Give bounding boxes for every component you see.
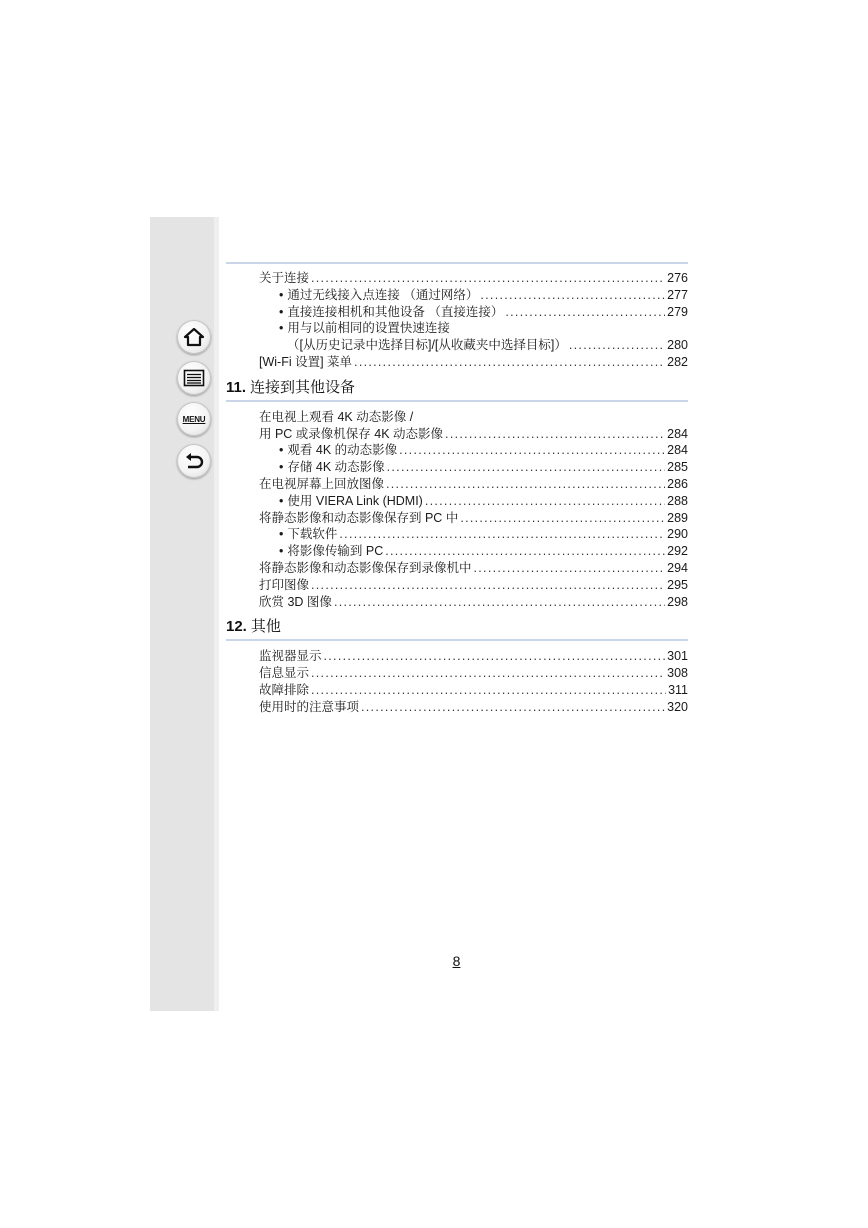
- toc-entry-page: 292: [667, 544, 688, 559]
- toc-entry[interactable]: [226, 510, 688, 527]
- leader-dots: [425, 493, 665, 510]
- bullet: •: [279, 304, 284, 319]
- toc-content: [226, 270, 688, 716]
- toc-entry-page: 295: [667, 577, 688, 592]
- leader-dots: [474, 560, 666, 577]
- toc-entry-continuation[interactable]: [226, 426, 688, 443]
- toc-entry-continuation[interactable]: [226, 337, 688, 354]
- toc-entry[interactable]: [226, 543, 688, 560]
- toc-entry-page: 279: [667, 304, 688, 319]
- toc-entry[interactable]: [226, 665, 688, 682]
- leader-dots: [445, 426, 665, 443]
- toc-entry-page: 285: [667, 460, 688, 475]
- toc-entry-label: 信息显示: [259, 666, 310, 681]
- back-arrow-icon: [183, 451, 205, 471]
- toc-entry-page: 284: [667, 443, 688, 458]
- toc-entry-page: 294: [667, 560, 688, 575]
- leader-dots: [399, 442, 665, 459]
- toc-entry-label: 故障排除: [259, 682, 310, 697]
- toc-entry-label: 将静态影像和动态影像保存到 PC 中: [259, 510, 459, 525]
- toc-entry[interactable]: [226, 577, 688, 594]
- toc-entry-label: 观看 4K 的动态影像: [287, 443, 398, 458]
- toc-entry-label: [Wi-Fi 设置] 菜单: [259, 354, 353, 369]
- menu-button[interactable]: [177, 402, 211, 436]
- toc-entry-page: 288: [667, 493, 688, 508]
- toc-entry[interactable]: [226, 442, 688, 459]
- section-number: 11.: [226, 378, 247, 396]
- toc-entry-page: 301: [667, 649, 688, 664]
- toc-entry-page: 277: [667, 287, 688, 302]
- toc-entry-label: 在电视上观看 4K 动态影像 /: [259, 409, 414, 424]
- toc-entry[interactable]: [226, 287, 688, 304]
- leader-dots: [387, 459, 666, 476]
- toc-entry-label: 存储 4K 动态影像: [287, 460, 385, 475]
- toc-entry[interactable]: [226, 354, 688, 371]
- toc-entry-label: 关于连接: [259, 271, 310, 285]
- back-button[interactable]: [177, 444, 211, 478]
- toc-entry-label: 打印图像: [259, 577, 310, 592]
- toc-entry-page: 276: [667, 271, 688, 285]
- bullet: •: [279, 460, 284, 475]
- toc-entry-label: （[从历史记录中选择目标]/[从收藏夹中选择目标]）: [287, 338, 567, 353]
- bullet: •: [279, 544, 284, 559]
- toc-entry-label: 使用 VIERA Link (HDMI): [287, 493, 423, 508]
- leader-dots: [311, 577, 665, 594]
- toc-entry-label: 将静态影像和动态影像保存到录像机中: [259, 560, 472, 575]
- section-number: 12.: [226, 618, 247, 636]
- table-of-contents-icon: [183, 369, 205, 387]
- toc-entry-label: 使用时的注意事项: [259, 699, 360, 714]
- toc-entry[interactable]: [226, 320, 688, 337]
- toc-entry-label: 直接连接相机和其他设备 （直接连接）: [287, 304, 504, 319]
- leader-dots: [354, 354, 665, 371]
- toc-entry[interactable]: [226, 409, 688, 426]
- toc-entry-page: 308: [667, 666, 688, 681]
- toc-entry-page: 311: [668, 682, 688, 697]
- toc-entry-label: 用与以前相同的设置快速连接: [287, 321, 450, 336]
- leader-dots: [311, 682, 666, 699]
- leader-dots: [505, 304, 665, 321]
- toc-entry[interactable]: [226, 560, 688, 577]
- bullet: •: [279, 527, 284, 542]
- section-title: 连接到其他设备: [250, 378, 356, 396]
- page-number: 8: [452, 953, 461, 969]
- menu-label: MENU: [182, 414, 206, 424]
- toc-entry-label: 欣赏 3D 图像: [259, 594, 332, 609]
- toc-entry-label: 下载软件: [287, 527, 338, 542]
- toc-entry[interactable]: [226, 594, 688, 611]
- toc-entry-page: 286: [667, 476, 688, 491]
- toc-entry-label: 通过无线接入点连接 （通过网络）: [287, 287, 479, 302]
- home-button[interactable]: [177, 320, 211, 354]
- leader-dots: [361, 699, 665, 716]
- toc-button[interactable]: [177, 361, 211, 395]
- toc-entry-label: 用 PC 或录像机保存 4K 动态影像: [259, 426, 444, 441]
- toc-entry-page: 289: [667, 510, 688, 525]
- toc-entry[interactable]: [226, 304, 688, 321]
- toc-entry[interactable]: [226, 648, 688, 665]
- toc-entry-page: 298: [667, 594, 688, 609]
- bullet: •: [279, 443, 284, 458]
- section-rule: [226, 400, 688, 402]
- section-heading[interactable]: [226, 378, 688, 398]
- toc-entry-page: 290: [667, 527, 688, 542]
- toc-entry-page: 282: [667, 354, 688, 369]
- leader-dots: [334, 594, 665, 611]
- bullet: •: [279, 287, 284, 302]
- toc-entry-page: 280: [667, 338, 688, 353]
- home-icon: [183, 327, 205, 347]
- sidebar-edge: [214, 217, 219, 1011]
- leader-dots: [311, 665, 665, 682]
- toc-entry[interactable]: [226, 493, 688, 510]
- toc-entry[interactable]: [226, 459, 688, 476]
- toc-entry[interactable]: [226, 270, 688, 287]
- toc-entry[interactable]: [226, 526, 688, 543]
- section-title: 其他: [250, 618, 281, 636]
- leader-dots: [386, 476, 665, 493]
- toc-entry-label: 在电视屏幕上回放图像: [259, 476, 385, 491]
- toc-entry-page: 320: [667, 699, 688, 714]
- leader-dots: [311, 270, 665, 287]
- toc-entry-label: 监视器显示: [259, 649, 322, 664]
- toc-entry-label: 将影像传输到 PC: [287, 544, 384, 559]
- bullet: •: [279, 321, 284, 336]
- bullet: •: [279, 493, 284, 508]
- leader-dots: [460, 510, 665, 527]
- toc-entry[interactable]: [226, 682, 688, 699]
- leader-dots: [480, 287, 665, 304]
- section-rule: [226, 639, 688, 641]
- toc-entry[interactable]: [226, 476, 688, 493]
- toc-entry-page: 284: [667, 426, 688, 441]
- top-rule: [226, 262, 688, 264]
- section-heading[interactable]: [226, 617, 688, 637]
- leader-dots: [569, 337, 665, 354]
- leader-dots: [324, 648, 666, 665]
- toc-entry[interactable]: [226, 699, 688, 716]
- leader-dots: [339, 526, 665, 543]
- leader-dots: [385, 543, 665, 560]
